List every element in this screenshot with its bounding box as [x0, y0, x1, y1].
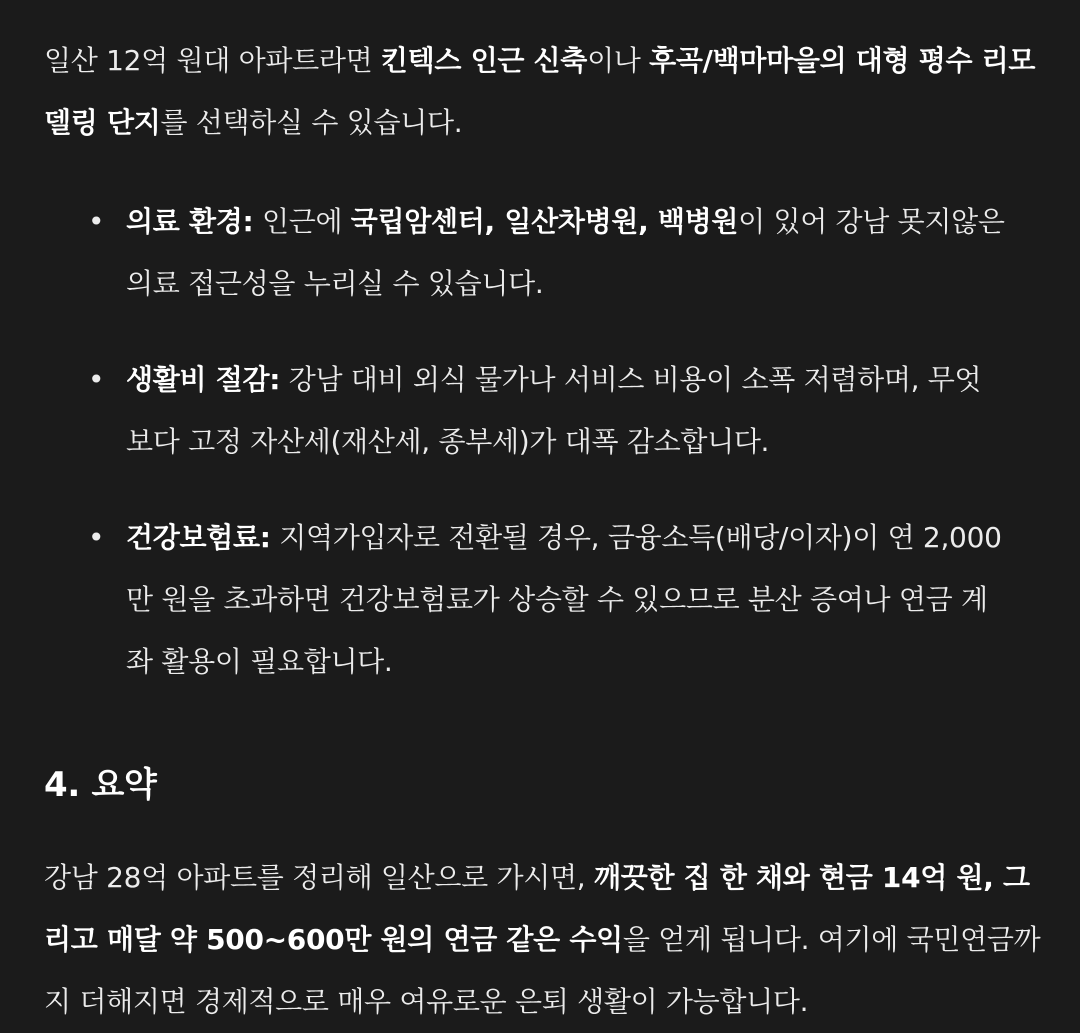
bullet-label: 의료 환경: — [126, 205, 254, 238]
bullet-text-1: 강남 대비 외식 물가나 서비스 비용이 소폭 저렴하며, 무엇보다 고정 자산세(재산세, 종부세)가 대폭 감소합니다. — [126, 363, 982, 458]
intro-text-3: 를 선택하실 수 있습니다. — [160, 106, 463, 139]
bullet-text-1: 지역가입자로 전환될 경우, 금융소득(배당/이자)이 연 2,000만 원을 초과하면 건강보험료가 상승할 수 있으므로 분산 증여나 연금 계좌 활용이 필요합니다. — [126, 521, 1002, 678]
summary-paragraph — [44, 847, 1054, 1033]
intro-paragraph — [44, 30, 1054, 154]
bullet-item-medical — [44, 191, 1006, 315]
summary-text-1: 강남 28억 아파트를 정리해 일산으로 가시면, — [44, 861, 594, 894]
bullet-label: 건강보험료: — [126, 521, 271, 554]
bullet-text-1: 인근에 — [253, 205, 351, 238]
intro-text-2: 이나 — [587, 44, 650, 77]
bullet-bold: 국립암센터, 일산차병원, 백병원 — [350, 205, 739, 238]
section-heading: 4. 요약 — [44, 765, 157, 805]
bullet-item-living-cost — [44, 349, 1006, 473]
bullet-text-2: 이 있어 강남 못지않은 의료 접근성을 누리실 수 있습니다. — [126, 205, 1005, 300]
bullet-dot: • — [88, 363, 105, 396]
bullet-dot: • — [88, 205, 105, 238]
summary-bold: 깨끗한 집 한 채와 현금 14억 원, 그리고 매달 약 500~600만 원의 연금 같은 수익 — [44, 861, 1030, 956]
bullet-label: 생활비 절감: — [126, 363, 281, 396]
bullet-list — [44, 191, 1054, 693]
intro-bold-1: 킨텍스 인근 신축 — [380, 44, 588, 77]
chat-response — [44, 30, 1054, 1033]
intro-text-1: 일산 12억 원대 아파트라면 — [44, 44, 381, 77]
intro-bold-2: 후곡/백마마을의 대형 평수 리모델링 단지 — [44, 44, 1036, 139]
summary-text-2: 을 얻게 됩니다. 여기에 국민연금까지 더해지면 경제적으로 매우 여유로운 은퇴 생활이 가능합니다. — [44, 923, 1041, 1018]
bullet-item-health-insurance — [44, 507, 1006, 693]
bullet-dot: • — [88, 521, 105, 554]
